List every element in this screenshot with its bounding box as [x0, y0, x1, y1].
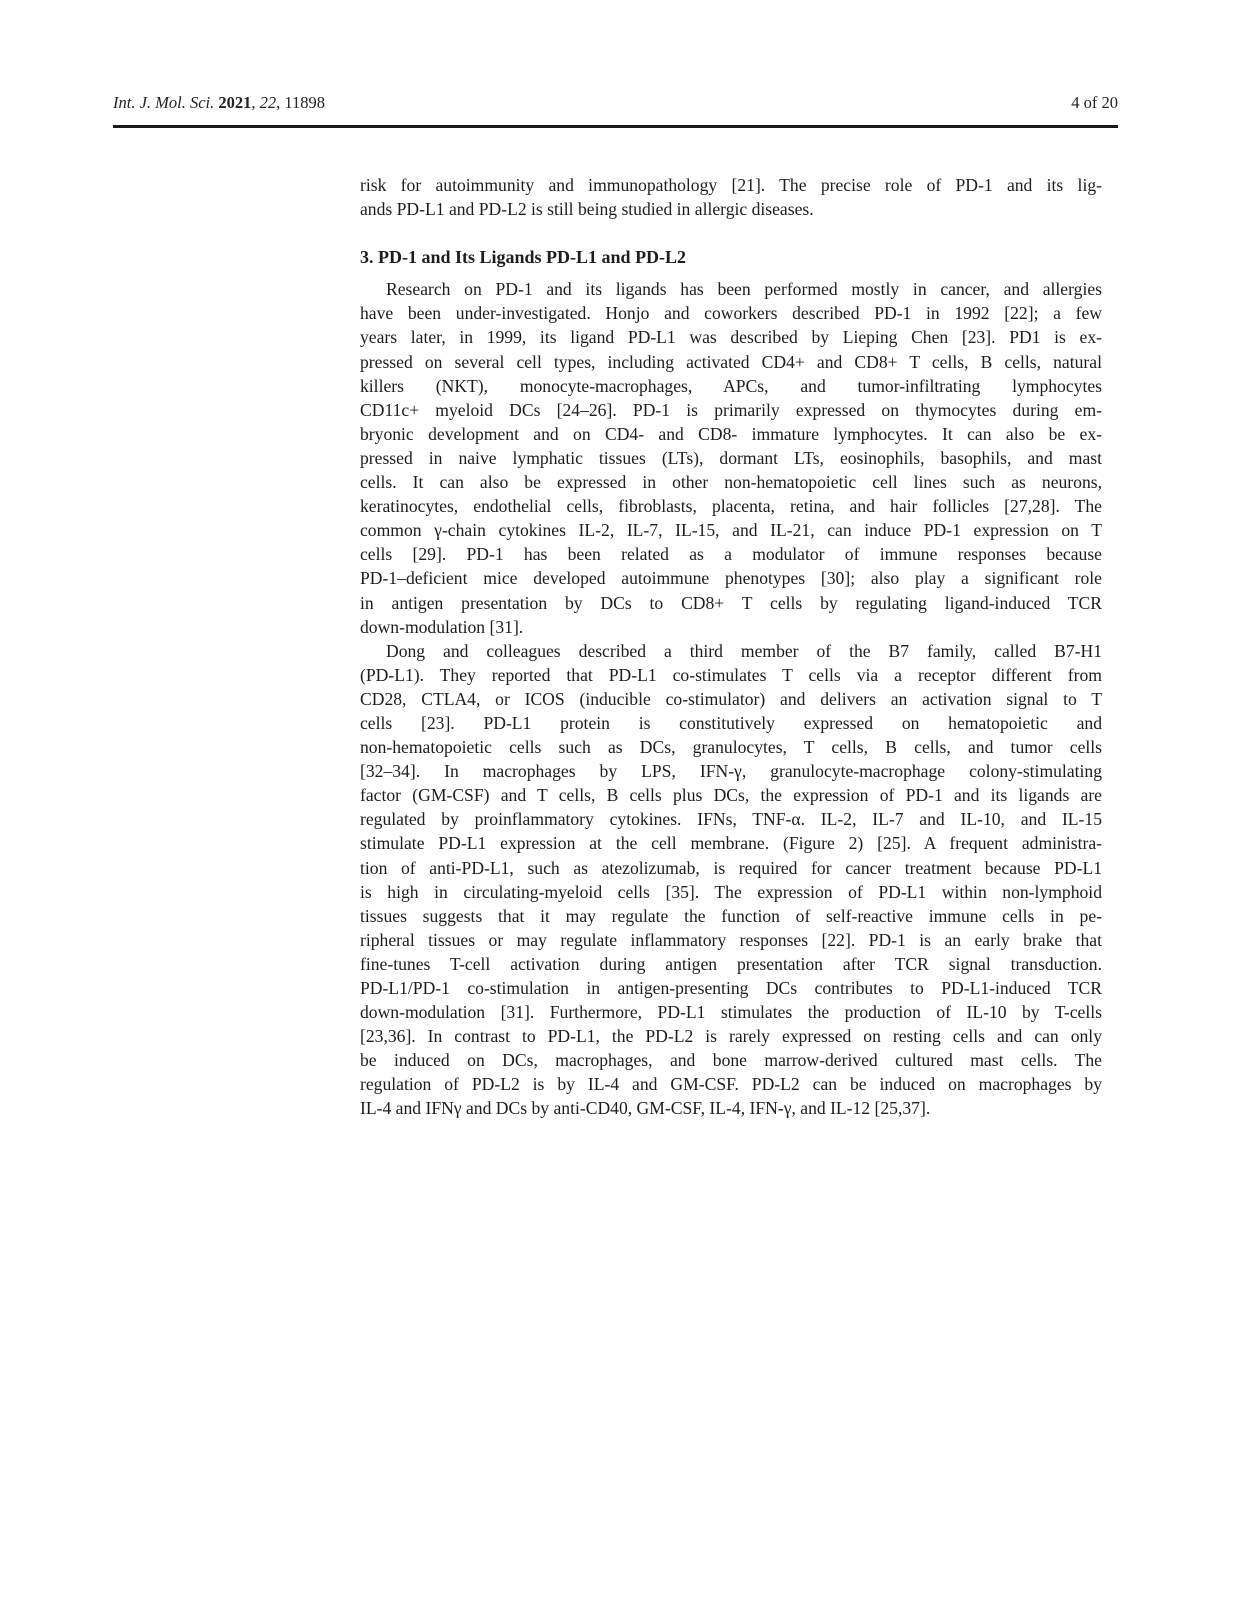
body-text-line: (PD-L1). They reported that PD-L1 co-stimulates T cells via a receptor different from	[360, 664, 1102, 685]
body-text-line: cells [23]. PD-L1 protein is constitutively expressed on hematopoietic and	[360, 712, 1102, 733]
body-text-line: common γ-chain cytokines IL-2, IL-7, IL-15, and IL-21, can induce PD-1 expression on T	[360, 520, 1102, 541]
page-header	[113, 93, 1118, 113]
page-indicator: 4 of 20	[1071, 93, 1118, 112]
body-text-line: in antigen presentation by DCs to CD8+ T cells by regulating ligand-induced TCR	[360, 592, 1102, 613]
body-text-line: killers (NKT), monocyte-macrophages, APCs, and tumor-infiltrating lymphocytes	[360, 375, 1102, 396]
body-text-line: fine-tunes T-cell activation during antigen presentation after TCR signal transduction.	[360, 953, 1102, 974]
journal-citation	[113, 93, 325, 113]
header-rule	[113, 125, 1118, 128]
body-text-line: tion of anti-PD-L1, such as atezolizumab, is required for cancer treatment because PD-L1	[360, 857, 1102, 878]
body-text-line: PD-L1/PD-1 co-stimulation in antigen-presenting DCs contributes to PD-L1-induced TCR	[360, 978, 1102, 998]
body-text-line: keratinocytes, endothelial cells, fibroblasts, placenta, retina, and hair follicles [27,28]. The	[360, 496, 1102, 517]
body-text-line: Dong and colleagues described a third member of the B7 family, called B7-H1	[386, 640, 1102, 661]
body-text-line: [32–34]. In macrophages by LPS, IFN-γ, granulocyte-macrophage colony-stimulating	[360, 761, 1102, 782]
body-text-line: bryonic development and on CD4- and CD8- immature lymphocytes. It can also be ex-	[360, 423, 1102, 444]
body-text-line: be induced on DCs, macrophages, and bone marrow-derived cultured mast cells. The	[360, 1050, 1102, 1071]
article-number: , 11898	[276, 93, 326, 112]
body-text-line: regulated by proinflammatory cytokines. IFNs, TNF-α. IL-2, IL-7 and IL-10, and IL-15	[360, 809, 1102, 830]
body-text-line: non-hematopoietic cells such as DCs, granulocytes, T cells, B cells, and tumor cells	[360, 737, 1102, 758]
body-text-line: have been under-investigated. Honjo and coworkers described PD-1 in 1992 [22]; a few	[360, 303, 1102, 324]
body-text-line: cells. It can also be expressed in other non-hematopoietic cell lines such as neurons,	[360, 472, 1102, 493]
section-heading: 3. PD-1 and Its Ligands PD-L1 and PD-L2	[360, 247, 687, 268]
body-text-line: CD28, CTLA4, or ICOS (inducible co-stimulator) and delivers an activation signal to T	[360, 688, 1102, 709]
journal-year: 2021	[214, 93, 252, 112]
body-text-line: down-modulation [31].	[360, 616, 524, 637]
body-text-line: is high in circulating-myeloid cells [35]. The expression of PD-L1 within non-lymphoid	[360, 881, 1102, 902]
body-text-line: pressed in naive lymphatic tissues (LTs), dormant LTs, eosinophils, basophils, and mast	[360, 447, 1102, 468]
body-text-line: years later, in 1999, its ligand PD-L1 was described by Lieping Chen [23]. PD1 is ex-	[360, 327, 1102, 348]
body-text-line: cells [29]. PD-1 has been related as a modulator of immune responses because	[360, 544, 1102, 565]
body-text-line: risk for autoimmunity and immunopathology [21]. The precise role of PD-1 and its lig-	[360, 175, 1102, 195]
body-text-line: tissues suggests that it may regulate the function of self-reactive immune cells in pe-	[360, 905, 1102, 926]
body-text-line: factor (GM-CSF) and T cells, B cells plus DCs, the expression of PD-1 and its ligands are	[360, 785, 1102, 806]
body-text-line: CD11c+ myeloid DCs [24–26]. PD-1 is primarily expressed on thymocytes during em-	[360, 399, 1102, 420]
body-text-line: ripheral tissues or may regulate inflammatory responses [22]. PD-1 is an early brake that	[360, 929, 1102, 950]
body-text-line: ands PD-L1 and PD-L2 is still being studied in allergic diseases.	[360, 199, 814, 220]
body-text-line: down-modulation [31]. Furthermore, PD-L1 stimulates the production of IL-10 by T-cells	[360, 1002, 1102, 1023]
body-text-line: PD-1–deficient mice developed autoimmune phenotypes [30]; also play a significant role	[360, 568, 1102, 589]
body-text-line: IL-4 and IFNγ and DCs by anti-CD40, GM-CSF, IL-4, IFN-γ, and IL-12 [25,37].	[360, 1098, 931, 1119]
body-text-line: Research on PD-1 and its ligands has been performed mostly in cancer, and allergies	[386, 279, 1102, 300]
body-text-line: regulation of PD-L2 is by IL-4 and GM-CSF. PD-L2 can be induced on macrophages by	[360, 1074, 1102, 1095]
journal-volume: 22	[259, 93, 277, 112]
body-text-line: stimulate PD-L1 expression at the cell membrane. (Figure 2) [25]. A frequent administra-	[360, 833, 1102, 854]
body-text-line: pressed on several cell types, including activated CD4+ and CD8+ T cells, B cells, natural	[360, 351, 1102, 372]
journal-name: Int. J. Mol. Sci.	[113, 93, 215, 112]
body-text-line: [23,36]. In contrast to PD-L1, the PD-L2 is rarely expressed on resting cells and can only	[360, 1026, 1102, 1047]
article-body	[360, 173, 1102, 1121]
citation-separator: ,	[251, 93, 260, 112]
